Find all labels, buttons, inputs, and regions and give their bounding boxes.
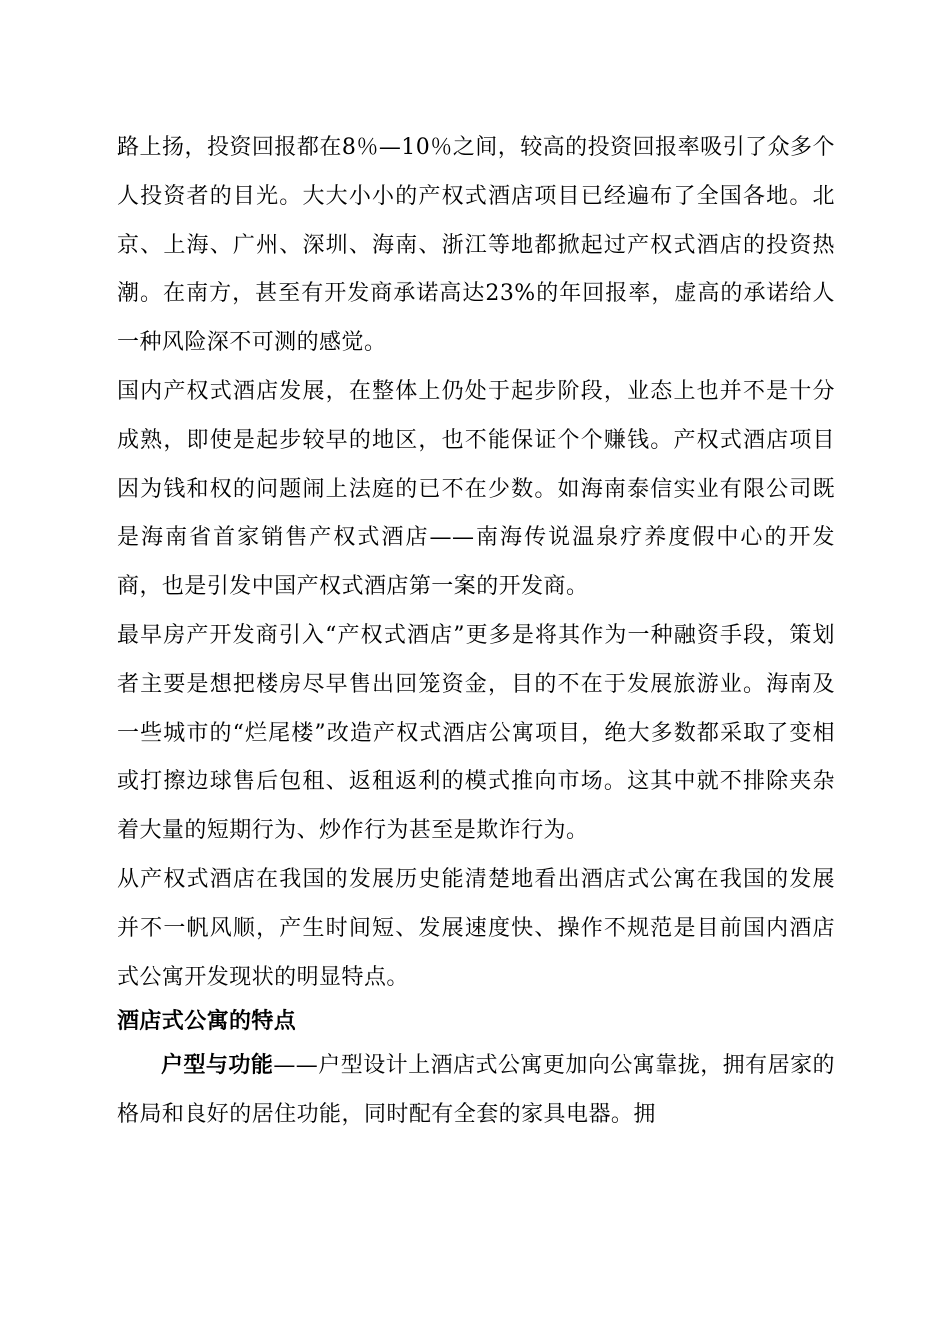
paragraph-investment-returns: 路上扬，投资回报都在8％—10％之间，较高的投资回报率吸引了众多个人投资者的目光。大大小小的产权式酒店项目已经遍布了全国各地。北京、上海、广州、深圳、海南、浙江等地都掀起过产权式酒店的投资热潮。在南方，甚至有开发商承诺高达23%的年回报率，虚高的承诺给人一种风险深不可测的感觉。 [117,135,835,356]
feature-lead: 户型与功能 [161,1053,274,1079]
paragraph-financing-means: 最早房产开发商引入“产权式酒店”更多是将其作为一种融资手段，策划者主要是想把楼房尽早售出回笼资金，目的不在于发展旅游业。海南及一些城市的“烂尾楼”改造产权式酒店公寓项目，绝大多数都采取了变相或打擦边球售后包租、返租返利的模式推向市场。这其中就不排除夹杂着大量的短期行为、炒作行为甚至是欺诈行为。 [117,622,835,844]
paragraph-development-history: 从产权式酒店在我国的发展历史能清楚地看出酒店式公寓在我国的发展并不一帆风顺，产生时间短、发展速度快、操作不规范是目前国内酒店式公寓开发现状的明显特点。 [117,866,835,990]
feature-text: ——户型设计上酒店式公寓更加向公寓靠拢，拥有居家的格局和良好的居住功能，同时配有全套的家具电器。拥 [117,1053,835,1128]
document-body [117,124,835,1140]
paragraph-domestic-development: 国内产权式酒店发展，在整体上仍处于起步阶段，业态上也并不是十分成熟，即使是起步较早的地区，也不能保证个个赚钱。产权式酒店项目因为钱和权的问题闹上法庭的已不在少数。如海南泰信实业有限公司既是海南省首家销售产权式酒店——南海传说温泉疗养度假中心的开发商，也是引发中国产权式酒店第一案的开发商。 [117,378,835,600]
section-heading: 酒店式公寓的特点 [117,1009,297,1035]
paragraph-layout-function [117,1042,835,1140]
